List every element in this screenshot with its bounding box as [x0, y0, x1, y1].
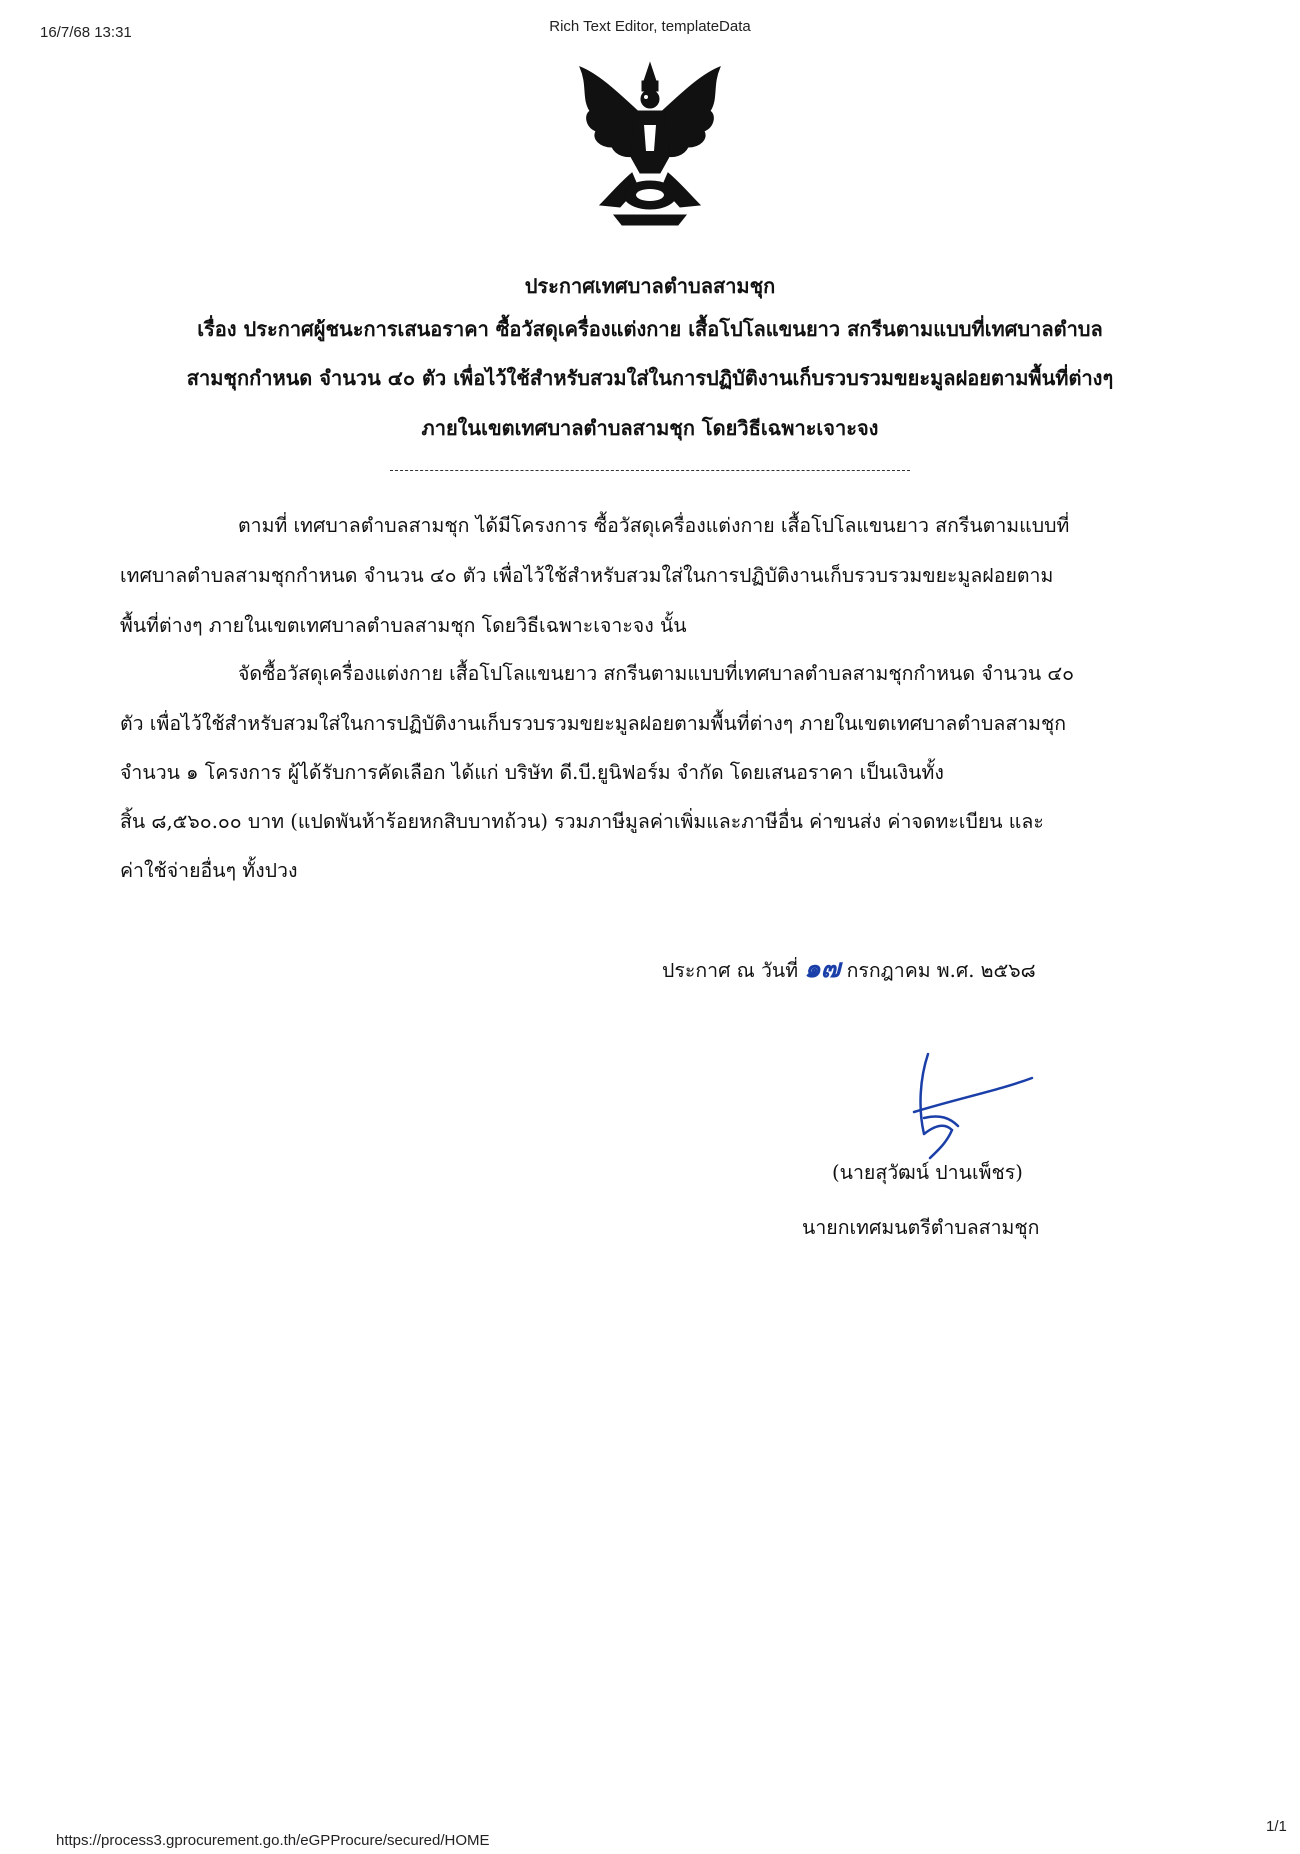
paragraph2-line-3: จำนวน ๑ โครงการ ผู้ได้รับการคัดเลือก ได้แก่ บริษัท ดี.บี.ยูนิฟอร์ม จำกัด โดยเสนอราคา เป็นเงินทั้ง — [120, 761, 944, 784]
announcement-heading: ประกาศเทศบาลตำบลสามชุก — [524, 274, 776, 298]
subject-line-2: สามชุกกำหนด จำนวน ๔๐ ตัว เพื่อไว้ใช้สำหรับสวมใส่ในการปฏิบัติงานเก็บรวบรวมขยะมูลฝอยตามพื้นที่ต่างๆ — [186, 366, 1114, 390]
print-footer-url: https://process3.gprocurement.go.th/eGPProcure/secured/HOME — [56, 1832, 490, 1849]
paragraph2-line-5: ค่าใช้จ่ายอื่นๆ ทั้งปวง — [120, 859, 298, 882]
announce-suffix: กรกฎาคม พ.ศ. ๒๕๖๘ — [846, 959, 1036, 982]
paragraph1-line-1: ตามที่ เทศบาลตำบลสามชุก ได้มีโครงการ ซื้อวัสดุเครื่องแต่งกาย เสื้อโปโลแขนยาว สกรีนตามแบบที่ — [238, 514, 1070, 537]
handwritten-day: ๑๗ — [804, 954, 841, 984]
paragraph2-line-1: จัดซื้อวัสดุเครื่องแต่งกาย เสื้อโปโลแขนยาว สกรีนตามแบบที่เทศบาลตำบลสามชุกกำหนด จำนวน ๔๐ — [238, 662, 1075, 685]
print-page-count: 1/1 — [1266, 1818, 1287, 1835]
subject-line-1: เรื่อง ประกาศผู้ชนะการเสนอราคา ซื้อวัสดุเครื่องแต่งกาย เสื้อโปโลแขนยาว สกรีนตามแบบที่เทศบาลตำบล — [197, 317, 1103, 341]
signer-position: นายกเทศมนตรีตำบลสามชุก — [802, 1216, 1040, 1239]
signature-scribble — [900, 1048, 1040, 1168]
paragraph2-line-2: ตัว เพื่อไว้ใช้สำหรับสวมใส่ในการปฏิบัติงานเก็บรวบรวมขยะมูลฝอยตามพื้นที่ต่างๆ ภายในเขตเทศบาลตำบลสามชุก — [120, 712, 1067, 735]
print-page-title: Rich Text Editor, templateData — [549, 18, 751, 35]
separator-line — [390, 470, 910, 471]
announce-prefix: ประกาศ ณ วันที่ — [662, 959, 799, 982]
announce-date-line — [662, 948, 1036, 989]
subject-line-3: ภายในเขตเทศบาลตำบลสามชุก โดยวิธีเฉพาะเจาะจง — [421, 416, 879, 440]
garuda-emblem — [560, 55, 740, 235]
signer-name: (นายสุวัฒน์ ปานเพ็ชร) — [832, 1161, 1023, 1184]
paragraph1-line-3: พื้นที่ต่างๆ ภายในเขตเทศบาลตำบลสามชุก โดยวิธีเฉพาะเจาะจง นั้น — [120, 614, 687, 637]
print-datetime: 16/7/68 13:31 — [40, 24, 132, 41]
paragraph2-line-4: สิ้น ๘,๕๖๐.๐๐ บาท (แปดพันห้าร้อยหกสิบบาทถ้วน) รวมภาษีมูลค่าเพิ่มและภาษีอื่น ค่าขนส่ง ค่าจดทะเบียน และ — [120, 810, 1044, 833]
paragraph1-line-2: เทศบาลตำบลสามชุกกำหนด จำนวน ๔๐ ตัว เพื่อไว้ใช้สำหรับสวมใส่ในการปฏิบัติงานเก็บรวบรวมขยะมูลฝอยตาม — [120, 564, 1054, 587]
